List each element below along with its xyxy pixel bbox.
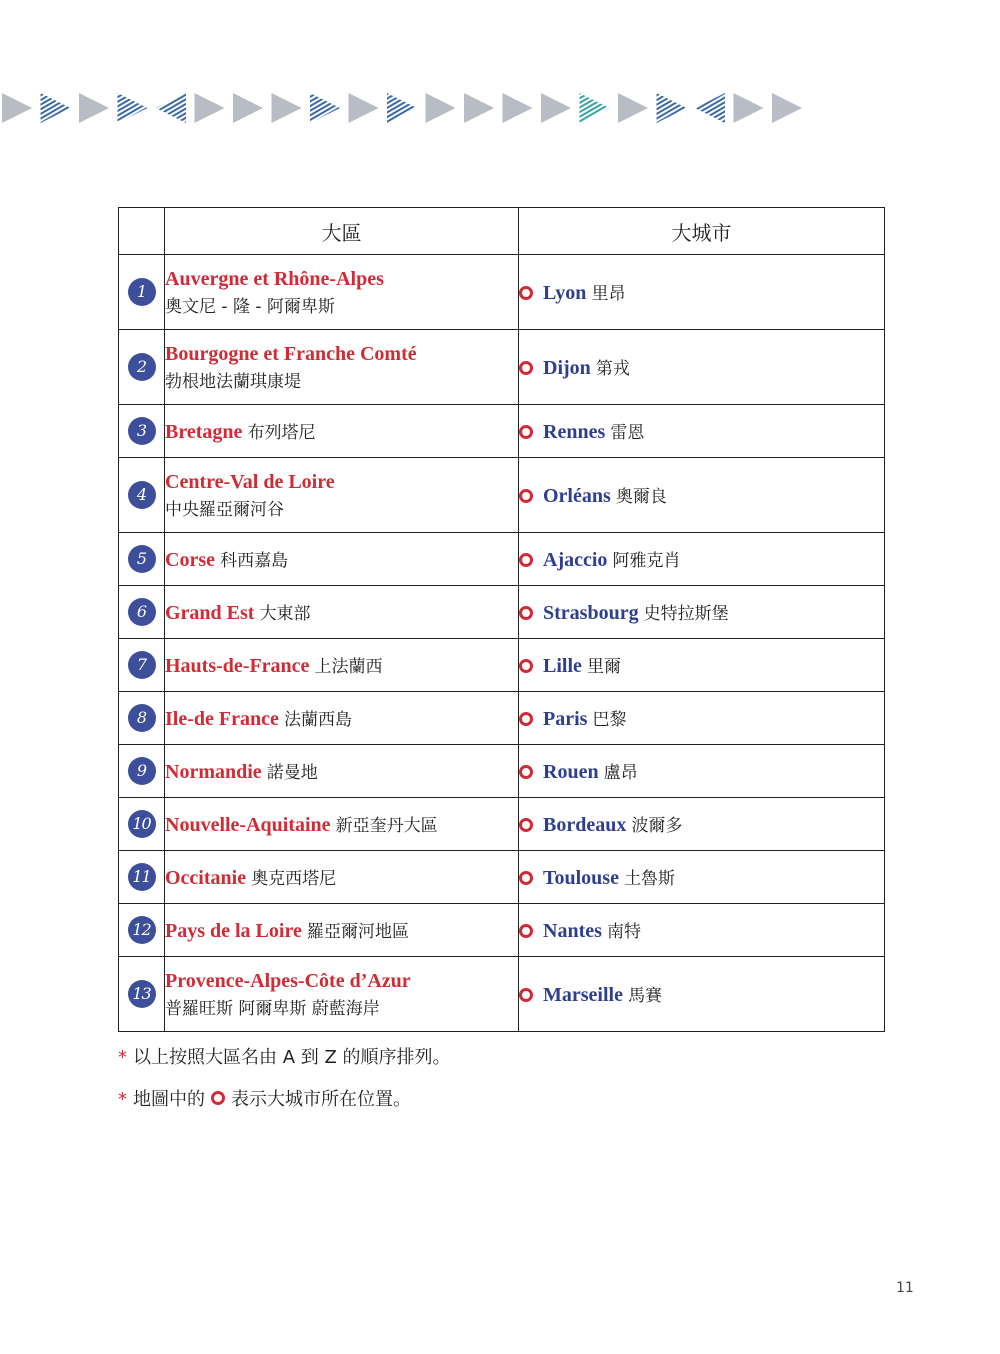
city-name-zh: 雷恩 [610, 423, 645, 443]
city-cell [519, 458, 885, 533]
header-region: 大區 [165, 208, 519, 255]
city-name-zh: 盧昂 [603, 763, 638, 783]
region-name-zh: 科西嘉島 [220, 551, 289, 571]
regions-table [118, 207, 885, 1032]
region-cell [165, 330, 519, 405]
table-row [119, 533, 885, 586]
triangle-ornament [387, 93, 417, 123]
row-number-badge: 4 [128, 481, 156, 509]
triangle-ornament [118, 93, 148, 123]
city-cell [519, 904, 885, 957]
region-name-zh: 中央羅亞爾河谷 [165, 499, 284, 520]
table-row [119, 957, 885, 1032]
row-number-badge: 2 [128, 353, 156, 381]
region-name-en: Provence-Alpes-Côte d’Azur [165, 969, 411, 992]
city-cell [519, 692, 885, 745]
city-marker-icon [519, 286, 533, 300]
city-marker-icon [519, 606, 533, 620]
region-cell [165, 405, 519, 458]
city-name-en: Marseille [543, 984, 623, 1006]
city-name-zh: 巴黎 [592, 710, 627, 730]
region-cell [165, 692, 519, 745]
table-row [119, 330, 885, 405]
table-row [119, 586, 885, 639]
region-name-zh: 諾曼地 [266, 763, 318, 783]
region-cell [165, 745, 519, 798]
triangle-ornament [156, 93, 186, 123]
region-name-en: Pays de la Loire [165, 920, 302, 942]
city-cell [519, 851, 885, 904]
city-name-en: Paris [543, 708, 588, 730]
city-marker-icon [519, 765, 533, 779]
city-name-en: Orléans [543, 485, 611, 507]
triangle-ornament [618, 93, 648, 123]
triangle-ornament [772, 93, 802, 123]
row-number-cell [119, 745, 165, 798]
city-name-zh: 里爾 [586, 657, 621, 677]
region-name-en: Ile-de France [165, 708, 279, 730]
decorative-triangle-border [0, 90, 1000, 126]
region-name-en: Grand Est [165, 602, 255, 624]
region-name-zh: 大東部 [259, 604, 311, 624]
city-marker-icon [519, 553, 533, 567]
region-name-en: Corse [165, 549, 215, 571]
city-cell [519, 745, 885, 798]
row-number-cell [119, 692, 165, 745]
page-number: 11 [896, 1280, 914, 1296]
city-name-zh: 里昂 [591, 284, 626, 304]
city-marker-icon [519, 988, 533, 1002]
row-number-cell [119, 586, 165, 639]
city-cell [519, 533, 885, 586]
row-number-badge: 6 [128, 598, 156, 626]
city-name-en: Nantes [543, 920, 602, 942]
triangle-ornament [349, 93, 379, 123]
region-name-zh: 法蘭西島 [283, 710, 352, 730]
region-cell [165, 639, 519, 692]
region-name-en: Nouvelle-Aquitaine [165, 814, 331, 836]
header-num-cell [119, 208, 165, 255]
footnotes [118, 1044, 451, 1128]
triangle-ornament [503, 93, 533, 123]
table-row [119, 458, 885, 533]
region-name-zh: 勃根地法蘭琪康堤 [165, 371, 301, 392]
city-name-en: Bordeaux [543, 814, 627, 836]
city-cell [519, 405, 885, 458]
city-name-en: Lyon [543, 282, 587, 304]
region-name-en: Bretagne [165, 421, 243, 443]
city-marker-icon [519, 361, 533, 375]
triangle-ornament [195, 93, 225, 123]
region-cell [165, 586, 519, 639]
region-name-en: Auvergne et Rhône-Alpes [165, 267, 384, 290]
row-number-badge: 9 [128, 757, 156, 785]
region-cell [165, 798, 519, 851]
region-cell [165, 851, 519, 904]
row-number-cell [119, 904, 165, 957]
row-number-badge: 8 [128, 704, 156, 732]
row-number-cell [119, 533, 165, 586]
city-name-zh: 阿雅克肖 [612, 551, 681, 571]
triangle-ornament [734, 93, 764, 123]
row-number-badge: 5 [128, 545, 156, 573]
table-row [119, 405, 885, 458]
city-marker-icon [519, 924, 533, 938]
city-name-zh: 南特 [606, 922, 641, 942]
city-name-en: Ajaccio [543, 549, 608, 571]
triangle-ornament [41, 93, 71, 123]
city-marker-icon [519, 659, 533, 673]
triangle-ornament [695, 93, 725, 123]
row-number-badge: 7 [128, 651, 156, 679]
table-row [119, 798, 885, 851]
city-marker-icon [519, 712, 533, 726]
triangle-ornament [426, 93, 456, 123]
triangle-ornament [541, 93, 571, 123]
asterisk: * [118, 1047, 127, 1068]
row-number-cell [119, 957, 165, 1032]
city-name-zh: 馬賽 [628, 986, 663, 1006]
region-name-zh: 普羅旺斯 阿爾卑斯 蔚藍海岸 [165, 998, 380, 1019]
footnote-order-text: 以上按照大區名由 A 到 Z 的順序排列。 [133, 1047, 451, 1068]
triangle-ornament [79, 93, 109, 123]
region-cell [165, 904, 519, 957]
footnote-order [118, 1044, 451, 1086]
triangle-ornament [310, 93, 340, 123]
table-row [119, 255, 885, 330]
city-cell [519, 255, 885, 330]
row-number-badge: 13 [128, 980, 156, 1008]
city-name-en: Lille [543, 655, 582, 677]
city-cell [519, 957, 885, 1032]
region-name-en: Centre-Val de Loire [165, 470, 335, 493]
city-cell [519, 586, 885, 639]
city-cell [519, 639, 885, 692]
row-number-badge: 3 [128, 417, 156, 445]
region-cell [165, 957, 519, 1032]
triangle-ornament [2, 93, 32, 123]
asterisk: * [118, 1089, 127, 1110]
city-name-en: Rouen [543, 761, 599, 783]
table-row [119, 692, 885, 745]
footnote-map-text-before: 地圖中的 [133, 1089, 205, 1110]
row-number-badge: 1 [128, 278, 156, 306]
row-number-cell [119, 405, 165, 458]
region-cell [165, 255, 519, 330]
region-name-en: Bourgogne et Franche Comté [165, 342, 417, 365]
region-name-en: Occitanie [165, 867, 247, 889]
city-name-zh: 奧爾良 [615, 487, 667, 507]
triangle-ornament [657, 93, 687, 123]
region-name-zh: 布列塔尼 [247, 423, 316, 443]
table-row [119, 639, 885, 692]
triangle-ornament [580, 93, 610, 123]
header-city: 大城市 [519, 208, 885, 255]
row-number-cell [119, 851, 165, 904]
city-name-zh: 史特拉斯堡 [643, 604, 729, 624]
city-name-zh: 波爾多 [631, 816, 683, 836]
city-marker-icon [519, 425, 533, 439]
city-name-zh: 土魯斯 [624, 869, 676, 889]
region-name-zh: 上法蘭西 [314, 657, 383, 677]
city-cell [519, 798, 885, 851]
city-name-en: Rennes [543, 421, 606, 443]
row-number-badge: 10 [128, 810, 156, 838]
footnote-map-text-after: 表示大城市所在位置。 [231, 1089, 411, 1110]
city-name-zh: 第戎 [595, 359, 630, 379]
region-cell [165, 533, 519, 586]
city-name-en: Dijon [543, 357, 591, 379]
region-name-zh: 新亞奎丹大區 [335, 816, 438, 836]
table-row [119, 904, 885, 957]
row-number-cell [119, 639, 165, 692]
triangle-ornament [233, 93, 263, 123]
row-number-cell [119, 255, 165, 330]
footnote-map [118, 1086, 451, 1128]
city-name-en: Toulouse [543, 867, 619, 889]
city-marker-icon [519, 818, 533, 832]
city-marker-icon [519, 489, 533, 503]
row-number-badge: 12 [128, 916, 156, 944]
row-number-badge: 11 [128, 863, 156, 891]
city-name-en: Strasbourg [543, 602, 639, 624]
table-row [119, 851, 885, 904]
table-row [119, 745, 885, 798]
region-name-en: Normandie [165, 761, 262, 783]
row-number-cell [119, 458, 165, 533]
table-header-row [119, 208, 885, 255]
row-number-cell [119, 798, 165, 851]
region-name-en: Hauts-de-France [165, 655, 310, 677]
region-cell [165, 458, 519, 533]
city-marker-icon [519, 871, 533, 885]
city-cell [519, 330, 885, 405]
triangle-ornament [464, 93, 494, 123]
region-name-zh: 羅亞爾河地區 [306, 922, 409, 942]
city-marker-icon [211, 1091, 225, 1105]
region-name-zh: 奧克西塔尼 [251, 869, 337, 889]
region-name-zh: 奧文尼 - 隆 - 阿爾卑斯 [165, 296, 335, 317]
triangle-ornament [272, 93, 302, 123]
row-number-cell [119, 330, 165, 405]
